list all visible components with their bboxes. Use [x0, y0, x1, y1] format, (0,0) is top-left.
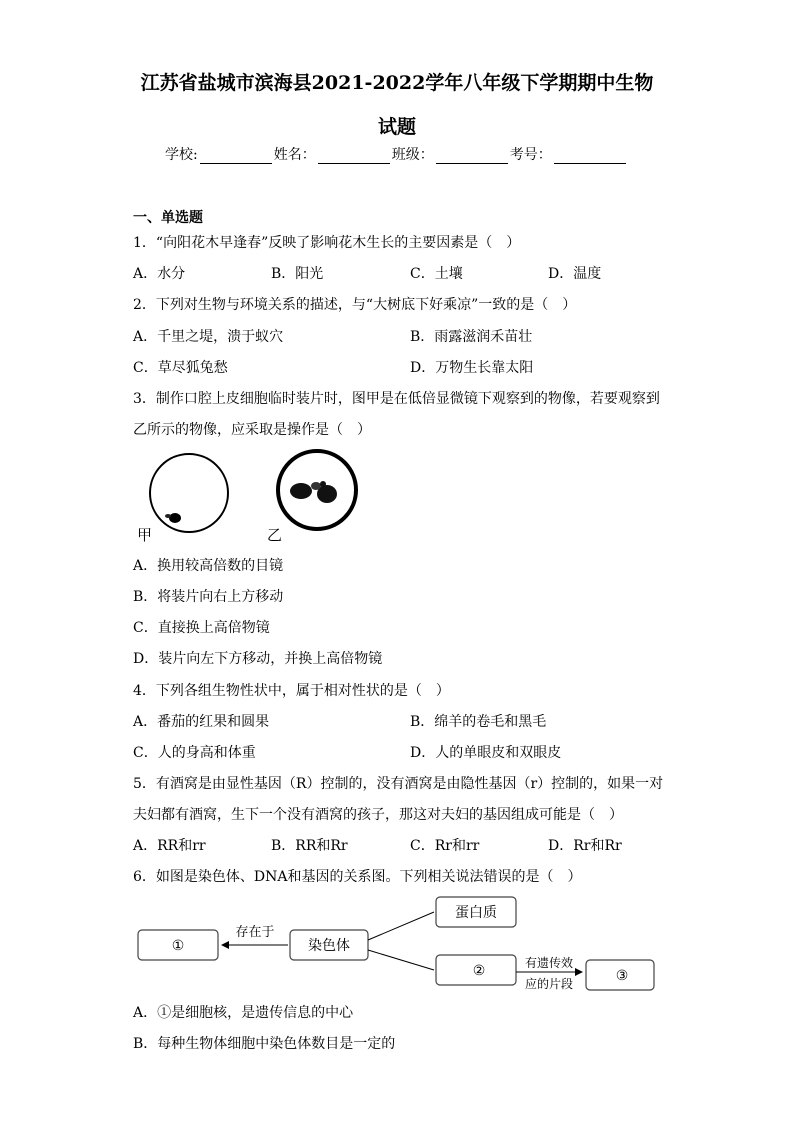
- section-heading: 一、单选题: [133, 210, 203, 226]
- school-blank[interactable]: [200, 149, 272, 164]
- name-blank[interactable]: [318, 149, 390, 164]
- link-to-dna: [368, 950, 434, 970]
- link-to-protein: [368, 912, 434, 940]
- q3-stem-line1: 3．制作口腔上皮细胞临时装片时，图甲是在低倍显微镜下观察到的物像，若要观察到: [133, 391, 660, 407]
- q2-option-b: B．雨露滋润禾苗壮: [410, 329, 533, 345]
- exists-in-label: 存在于: [235, 925, 275, 940]
- q1-option-b: B．阳光: [271, 266, 324, 282]
- q3-stem-line2: 乙所示的物像，应采取是操作是（ ）: [133, 422, 371, 438]
- q6-option-a: A．①是细胞核，是遗传信息的中心: [133, 1005, 354, 1021]
- name-label: 姓名：: [273, 147, 316, 163]
- q1-stem: 1．“向阳花木早逢春”反映了影响花木生长的主要因素是（ ）: [133, 235, 521, 251]
- q1-option-c: C．土壤: [410, 266, 463, 282]
- q1-option-a: A．水分: [133, 266, 186, 282]
- q2-option-c: C．草尽狐兔愁: [133, 360, 228, 376]
- q6-stem: 6．如图是染色体、DNA和基因的关系图。下列相关说法错误的是（ ）: [133, 869, 582, 885]
- school-label: 学校:: [165, 147, 198, 163]
- field-of-view-yi: [278, 451, 356, 529]
- q4-option-c: C．人的身高和体重: [133, 745, 256, 761]
- q3-option-d: D．装片向左下方移动，并换上高倍物镜: [133, 651, 383, 667]
- chromosome-label: 染色体: [308, 938, 350, 954]
- class-blank[interactable]: [436, 149, 508, 164]
- q4-option-b: B．绵羊的卷毛和黑毛: [410, 714, 547, 730]
- q6-option-b: B．每种生物体细胞中染色体数目是一定的: [133, 1036, 396, 1052]
- student-info-row: [165, 144, 628, 164]
- q3-option-c: C．直接换上高倍物镜: [133, 620, 270, 636]
- q5-option-c: C．Rr和rr: [410, 838, 480, 854]
- number-blank[interactable]: [554, 149, 626, 164]
- exam-title-line2: 试题: [377, 116, 416, 138]
- number-label: 考号：: [509, 147, 552, 163]
- q5-stem-line2: 夫妇都有酒窝，生下一个没有酒窝的孩子，那这对夫妇的基因组成可能是（ ）: [133, 807, 623, 823]
- box1-label: ①: [171, 938, 185, 954]
- q5-option-a: A．RR和rr: [133, 838, 206, 854]
- box2-label: ②: [472, 963, 486, 979]
- box3-label: ③: [615, 968, 629, 984]
- q2-option-d: D．万物生长靠太阳: [410, 360, 534, 376]
- q4-option-a: A．番茄的红果和圆果: [133, 714, 270, 730]
- q4-option-d: D．人的单眼皮和双眼皮: [410, 745, 562, 761]
- segment-label-line1: 有遗传效: [524, 956, 574, 970]
- microscope-figure: [133, 448, 373, 548]
- class-label: 班级：: [391, 147, 434, 163]
- q3-option-a: A．换用较高倍数的目镜: [133, 558, 284, 574]
- segment-label-line2: 应的片段: [524, 977, 574, 991]
- q3-option-b: B．将装片向右上方移动: [133, 589, 284, 605]
- q4-stem: 4．下列各组生物性状中，属于相对性状的是（ ）: [133, 683, 450, 699]
- q5-option-d: D．Rr和Rr: [548, 838, 622, 854]
- q5-stem-line1: 5．有酒窝是由显性基因（R）控制的，没有酒窝是由隐性基因（r）控制的，如果一对: [133, 776, 664, 792]
- protein-label: 蛋白质: [455, 905, 497, 921]
- field-of-view-jia: [150, 454, 228, 532]
- q2-option-a: A．千里之堤，溃于蚁穴: [133, 329, 284, 345]
- q2-stem: 2．下列对生物与环境关系的描述，与“大树底下好乘凉”一致的是（ ）: [133, 297, 577, 313]
- exam-title-line1: 江苏省盐城市滨海县2021-2022学年八年级下学期期中生物: [140, 72, 654, 94]
- q1-option-d: D．温度: [548, 266, 602, 282]
- chromosome-gene-diagram: [130, 892, 662, 996]
- label-jia: 甲: [137, 526, 153, 544]
- q5-option-b: B．RR和Rr: [271, 838, 348, 854]
- label-yi: 乙: [267, 526, 283, 544]
